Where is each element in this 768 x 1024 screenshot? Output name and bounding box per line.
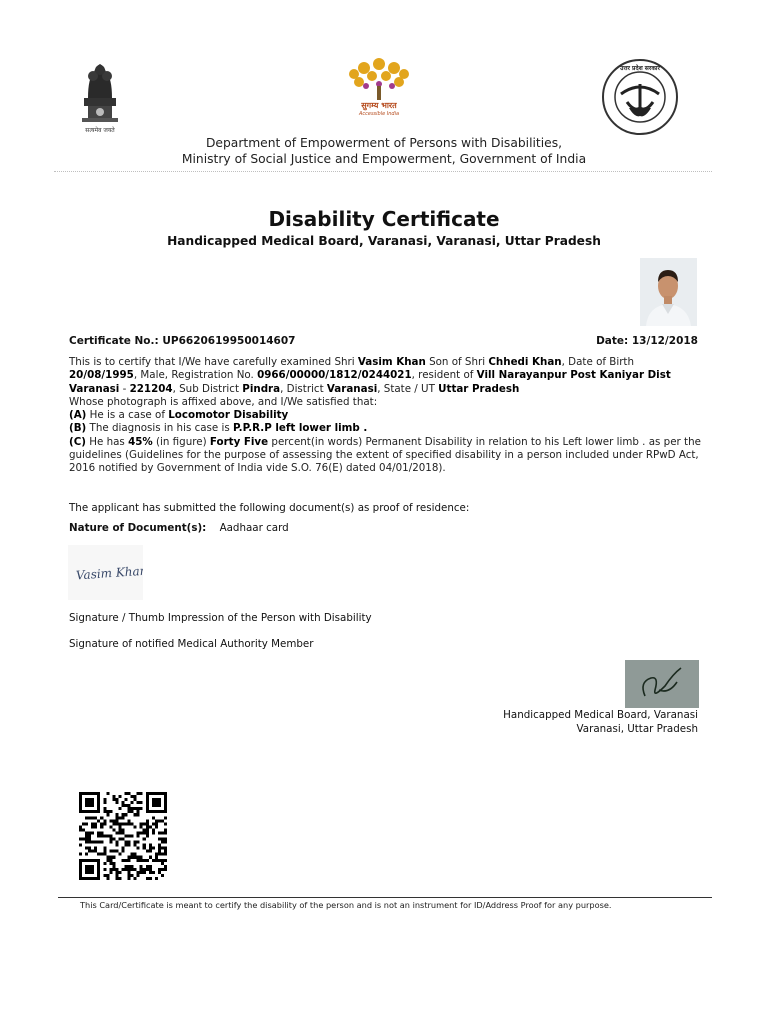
applicant-name: Vasim Khan: [357, 356, 426, 368]
body-text: Son of Shri: [425, 356, 489, 368]
clause-text: The diagnosis in his case is: [86, 422, 234, 435]
clause-text: percent(in words) Permanent Disability in relation to his Left lower limb . as per the guidelines (Guidelines for the purpose of assessing the extent of specified disability in a person included under RPwD Act, 2016 notified by Government of India vide S.O. 76(E) dated 04/01/2018).: [69, 435, 701, 475]
clause-label: (A): [69, 409, 87, 422]
district: Varanasi: [326, 382, 378, 395]
date-value: 13/12/2018: [631, 335, 698, 347]
document-nature: [69, 522, 289, 534]
clause-label: (B): [69, 422, 87, 435]
body-text: This is to certify that I/We have carefully examined Shri: [69, 356, 358, 368]
diagnosis: P.P.R.P left lower limb .: [233, 422, 368, 435]
address: Vill Narayanpur Post Kaniyar Dist Varanasi: [69, 369, 671, 395]
board-line-1: Handicapped Medical Board, Varanasi: [503, 709, 698, 721]
seal-text: उत्तर प्रदेश सरकार: [620, 65, 660, 72]
certificate-title: Disability Certificate: [268, 207, 500, 231]
certification-paragraph: [69, 356, 701, 396]
footer-divider: [58, 897, 712, 898]
national-emblem-logo: [78, 58, 122, 134]
body-text: , resident of: [411, 369, 477, 382]
clause-a: [69, 409, 701, 422]
center-logo-title: सुगम्य भारत: [361, 101, 397, 110]
disability-type: Locomotor Disability: [168, 409, 289, 422]
medical-board-info: [503, 709, 698, 736]
date-label: Date:: [596, 335, 629, 347]
certificate-number: [69, 335, 295, 347]
qr-code[interactable]: [79, 792, 167, 880]
board-line-2: Varanasi, Uttar Pradesh: [576, 722, 698, 735]
state: Uttar Pradesh: [438, 382, 520, 395]
certificate-date: [596, 335, 698, 347]
footer-note: This Card/Certificate is meant to certify the disability of the person and is not an instrument for ID/Address Proof for any purpose.: [80, 900, 612, 910]
date-of-birth: 20/08/1995: [69, 369, 134, 382]
emblem-motto: सत्यमेव जयते: [85, 127, 115, 134]
applicant-signature-label: Signature / Thumb Impression of the Person with Disability: [69, 612, 372, 624]
certificate-number-label: Certificate No.:: [69, 335, 159, 347]
body-text: , Male, Registration No.: [133, 369, 258, 382]
certificate-body: [69, 356, 701, 476]
svg-text:Vasim Khan: Vasim Khan: [75, 563, 143, 583]
clause-c: [69, 436, 701, 476]
body-text: , District: [280, 382, 327, 395]
disability-percent: 45%: [128, 435, 153, 448]
document-nature-value: Aadhaar card: [219, 522, 289, 534]
authority-signature: [625, 660, 699, 708]
clause-text: He has: [85, 435, 129, 448]
photo-statement: Whose photograph is affixed above, and I/We satisfied that:: [69, 395, 378, 408]
department-line-1: Department of Empowerment of Persons with Disabilities,: [205, 136, 563, 150]
disability-percent-words: Forty Five: [209, 435, 269, 448]
residence-statement: The applicant has submitted the following document(s) as proof of residence:: [69, 502, 470, 514]
authority-signature-label: Signature of notified Medical Authority Member: [69, 638, 314, 650]
accessible-india-logo: [344, 58, 414, 118]
registration-number: 0966/00000/1812/0244021: [257, 369, 412, 382]
body-text: , Sub District: [172, 382, 243, 395]
clause-b: [69, 422, 701, 435]
certificate-subtitle: Handicapped Medical Board, Varanasi, Varanasi, Uttar Pradesh: [167, 234, 601, 248]
document-nature-label: Nature of Document(s):: [69, 522, 207, 534]
up-government-seal: [601, 58, 679, 136]
clause-label: (C): [69, 435, 86, 448]
applicant-photo: [640, 258, 697, 326]
body-text: -: [119, 382, 130, 395]
clause-text: He is a case of: [86, 409, 169, 422]
pin-code: 221204: [129, 382, 173, 395]
body-text: , Date of Birth: [561, 356, 634, 368]
header-divider: [54, 171, 712, 172]
department-line-2: Ministry of Social Justice and Empowerment, Government of India: [181, 152, 587, 166]
sub-district: Pindra: [242, 382, 281, 395]
clause-text: (in figure): [152, 435, 210, 448]
body-text: , State / UT: [377, 382, 439, 395]
father-name: Chhedi Khan: [488, 356, 562, 368]
applicant-signature: [68, 545, 143, 600]
center-logo-subtitle: Accessible India: [358, 111, 400, 117]
certificate-number-value: UP6620619950014607: [162, 335, 296, 347]
department-header: [0, 135, 768, 167]
